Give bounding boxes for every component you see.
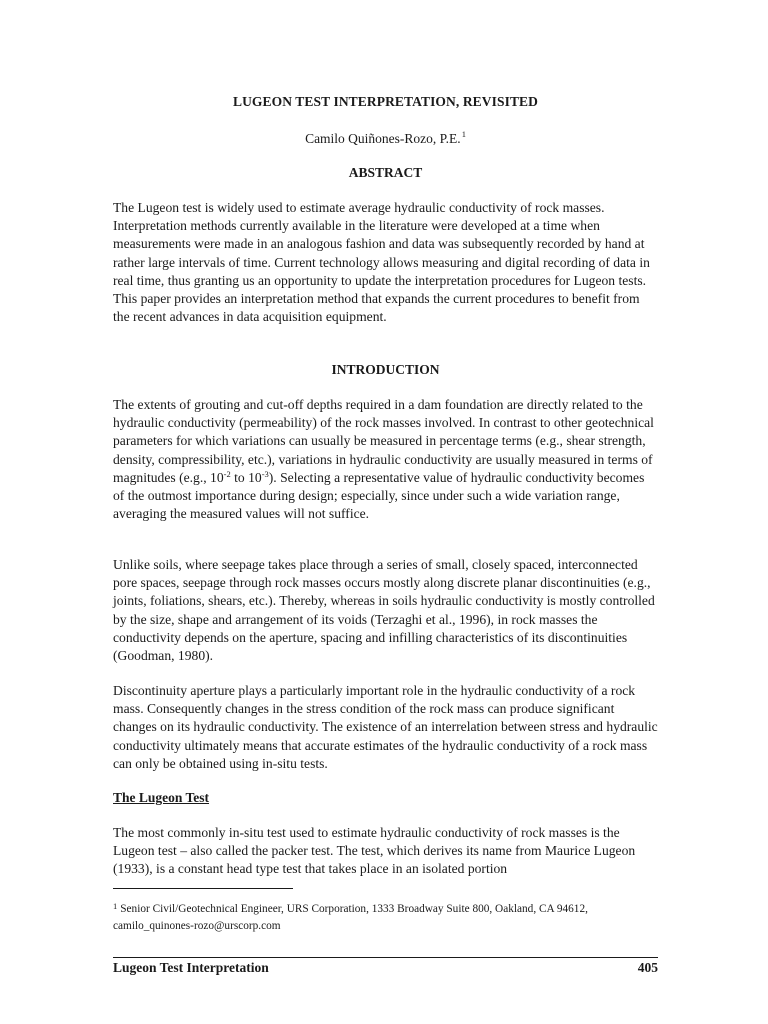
page-number: 405 [637, 960, 658, 975]
introduction-paragraph-1: The extents of grouting and cut-off depths required in a dam foundation are directly related to the hydraulic conductivity (permeability) of the rock masses involved. In contrast to other geotechnical parameters for which variations can usually be measured in percentage terms (e.g., shear strength, density, compressibility, etc.), variations in hydraulic conductivity are usually measured in terms of magnitudes (e.g., $10^{-2}$ to $10^{-3}$). Selecting a representative value of hydraulic conductivity becomes of the outmost importance during design; especially, since under such a wide variation range, averaging the measured values will not suffice. [113, 397, 654, 522]
introduction-paragraph-2: Unlike soils, where seepage takes place through a series of small, closely spaced, interconnected pore spaces, seepage through rock masses occurs mostly along discrete planar discontinuities (e.g., joints, foliations, shears, etc.). Thereby, whereas in soils hydraulic conductivity is mostly controlled by the size, shape and arrangement of its voids (Terzaghi et al., 1996), in rock masses the conductivity depends on the aperture, spacing and infilling characteristics of its discontinuities (Goodman, 1980). [113, 557, 655, 664]
author-name: Camilo Quiñones-Rozo, P.E. [305, 131, 461, 146]
paper-title: LUGEON TEST INTERPRETATION, REVISITED [232, 94, 539, 109]
running-footer-title: Lugeon Test Interpretation [113, 960, 269, 975]
exponent: -3 [261, 468, 269, 479]
footer-divider [113, 957, 658, 958]
introduction-heading: INTRODUCTION [331, 362, 440, 377]
abstract-text: The Lugeon test is widely used to estimate average hydraulic conductivity of rock masses. Interpretation methods currently available in the literature were developed at a time when measurements were made in an analogous fashion and data was subsequently recorded by hand at rather large intervals of time. Current technology allows measuring and digital recording of data in real time, thus granting us an opportunity to update the interpretation procedures for Lugeon tests. This paper provides an interpretation method that expands the current procedures to benefit from the recent advances in data acquisition equipment. [113, 200, 650, 325]
introduction-paragraph-3: Discontinuity aperture plays a particularly important role in the hydraulic conductivity of a rock mass. Consequently changes in the stress condition of the rock mass can produce significant changes on its hydraulic conductivity. The existence of an interrelation between stress and hydraulic conductivity ultimately means that accurate estimates of the hydraulic conductivity of a rock mass can only be obtained using in-situ tests. [113, 683, 658, 771]
author-line [113, 129, 658, 147]
lugeon-test-paragraph-1: The most commonly in-situ test used to estimate hydraulic conductivity of rock masses is the Lugeon test – also called the packer test. The test, which derives its name from Maurice Lugeon (1933), is a constant head type test that takes place in an isolated portion [113, 825, 636, 877]
exponent: -2 [223, 468, 231, 479]
abstract-heading: ABSTRACT [348, 165, 423, 180]
footnote-divider [113, 888, 293, 889]
footnote [113, 898, 658, 935]
footnote-text: Senior Civil/Geotechnical Engineer, URS Corporation, 1333 Broadway Suite 800, Oakland, CA 94612, camilo_quinones-rozo@urscorp.com [113, 903, 588, 932]
lugeon-test-heading: The Lugeon Test [113, 790, 210, 805]
footnote-mark: 1 [113, 901, 118, 911]
author-footnote-mark: 1 [461, 129, 466, 139]
